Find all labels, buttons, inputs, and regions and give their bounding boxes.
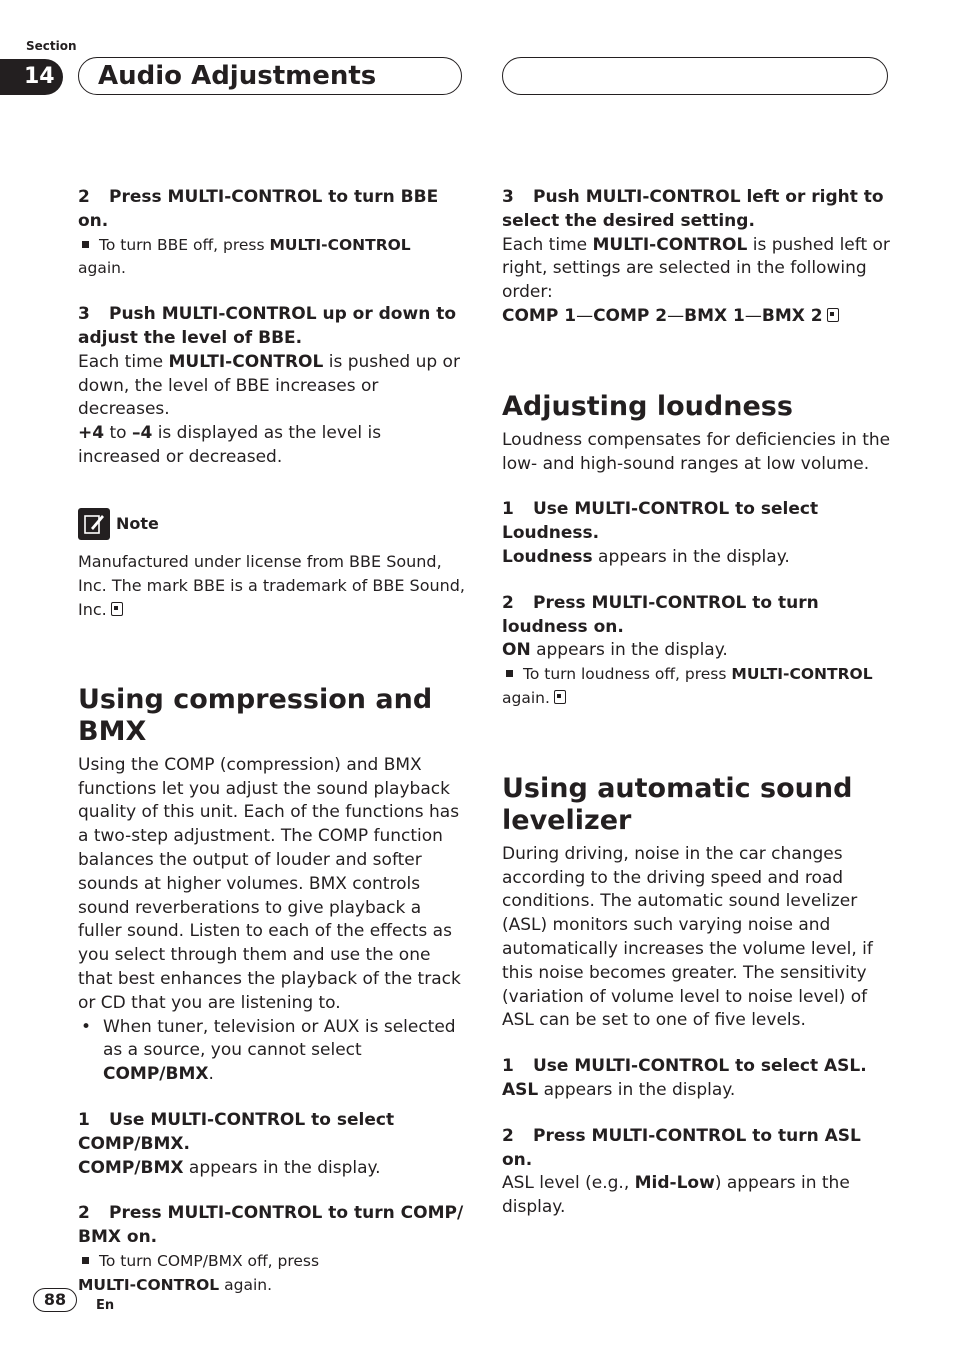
end-mark-icon [111, 602, 123, 616]
sub-note: To turn loudness off, press MULTI-CONTROL again. [502, 665, 873, 707]
step-heading: 2 Press MULTI-CONTROL to turn loudness on. [502, 592, 819, 637]
page-title: Audio Adjustments [98, 61, 377, 91]
language-label: En [96, 1298, 115, 1313]
section-number: 14 [0, 59, 63, 95]
step-heading: 1 Use MULTI-CONTROL to select Loudness. [502, 499, 819, 544]
body-text: ASL level (e.g., Mid-Low) appears in the display. [502, 1173, 850, 1218]
square-bullet-icon [82, 1257, 89, 1264]
body-text: Each time MULTI-CONTROL is pushed left or right, settings are selected in the following order: [502, 234, 890, 303]
sub-note: To turn COMP/BMX off, press MULTI-CONTROL again. [78, 1251, 320, 1294]
step-heading: 2 Press MULTI-CONTROL to turn ASL on. [502, 1125, 861, 1170]
step-heading: 2 Press MULTI-CONTROL to turn COMP/ BMX on. [78, 1203, 464, 1248]
section-heading: Using compression and BMX [78, 683, 433, 747]
page-number: 88 [33, 1288, 77, 1312]
section-label: Section [26, 39, 77, 53]
section-heading: Adjusting loudness [502, 390, 793, 422]
order-sequence: COMP 1—COMP 2—BMX 1—BMX 2 [502, 305, 892, 329]
square-bullet-icon [82, 241, 89, 248]
bullet-item: • When tuner, television or AUX is selected as a source, you cannot select COMP/BMX. [78, 1016, 466, 1087]
header-right-frame [502, 57, 888, 95]
sub-note: To turn BBE off, press MULTI-CONTROL again. [78, 235, 411, 278]
end-mark-icon [554, 690, 566, 704]
body-text: Loudness appears in the display. [502, 546, 790, 567]
note-pencil-icon [78, 508, 110, 540]
note-text: Manufactured under license from BBE Sound, Inc. The mark BBE is a trademark of BBE Sound, Inc. [78, 551, 465, 619]
step-heading: 1 Use MULTI-CONTROL to select ASL. [502, 1056, 867, 1077]
section-heading: Using automatic sound levelizer [502, 772, 853, 836]
step-heading: 2 Press MULTI-CONTROL to turn BBE on. [78, 187, 439, 231]
step-heading: 1 Use MULTI-CONTROL to select COMP/BMX. [78, 1109, 395, 1154]
body-text: Using the COMP (compression) and BMX functions let you adjust the sound playback quality of this unit. Each of the functions has a two-step adjustment. The COMP function balances the output of louder and softer sounds at higher volumes. BMX controls sound reverberations to give playback a fuller sound. Listen to each of the effects as you select through them and use the one that best enhances the playback of the track or CD that you are listening to. [78, 754, 461, 1013]
body-text: Loudness compensates for deficiencies in the low- and high-sound ranges at low volume. [502, 429, 891, 474]
body-text: Each time MULTI-CONTROL is pushed up or down, the level of BBE increases or decreases. [78, 351, 460, 420]
right-column [502, 186, 892, 1220]
bullet-dot-icon: • [81, 1016, 92, 1037]
body-text: ASL appears in the display. [502, 1079, 736, 1100]
end-mark-icon [827, 308, 839, 322]
left-column [78, 186, 466, 1298]
step-heading: 3 Push MULTI-CONTROL up or down to adjust the level of BBE. [78, 304, 457, 348]
note-heading: Note [78, 508, 466, 540]
body-text: COMP/BMX appears in the display. [78, 1157, 381, 1178]
step-heading: 3 Push MULTI-CONTROL left or right to select the desired setting. [502, 187, 884, 231]
body-text: During driving, noise in the car changes according to the driving speed and road conditions. The automatic sound levelizer (ASL) monitors such varying noise and automatically increases the volume level, if this noise becomes greater. The sensitivity (variation of volume level to noise level) of ASL can be set to one of five levels. [502, 843, 873, 1031]
square-bullet-icon [506, 670, 513, 677]
body-text: +4 to –4 is displayed as the level is increased or decreased. [78, 423, 382, 467]
body-text: ON appears in the display. [502, 640, 728, 661]
